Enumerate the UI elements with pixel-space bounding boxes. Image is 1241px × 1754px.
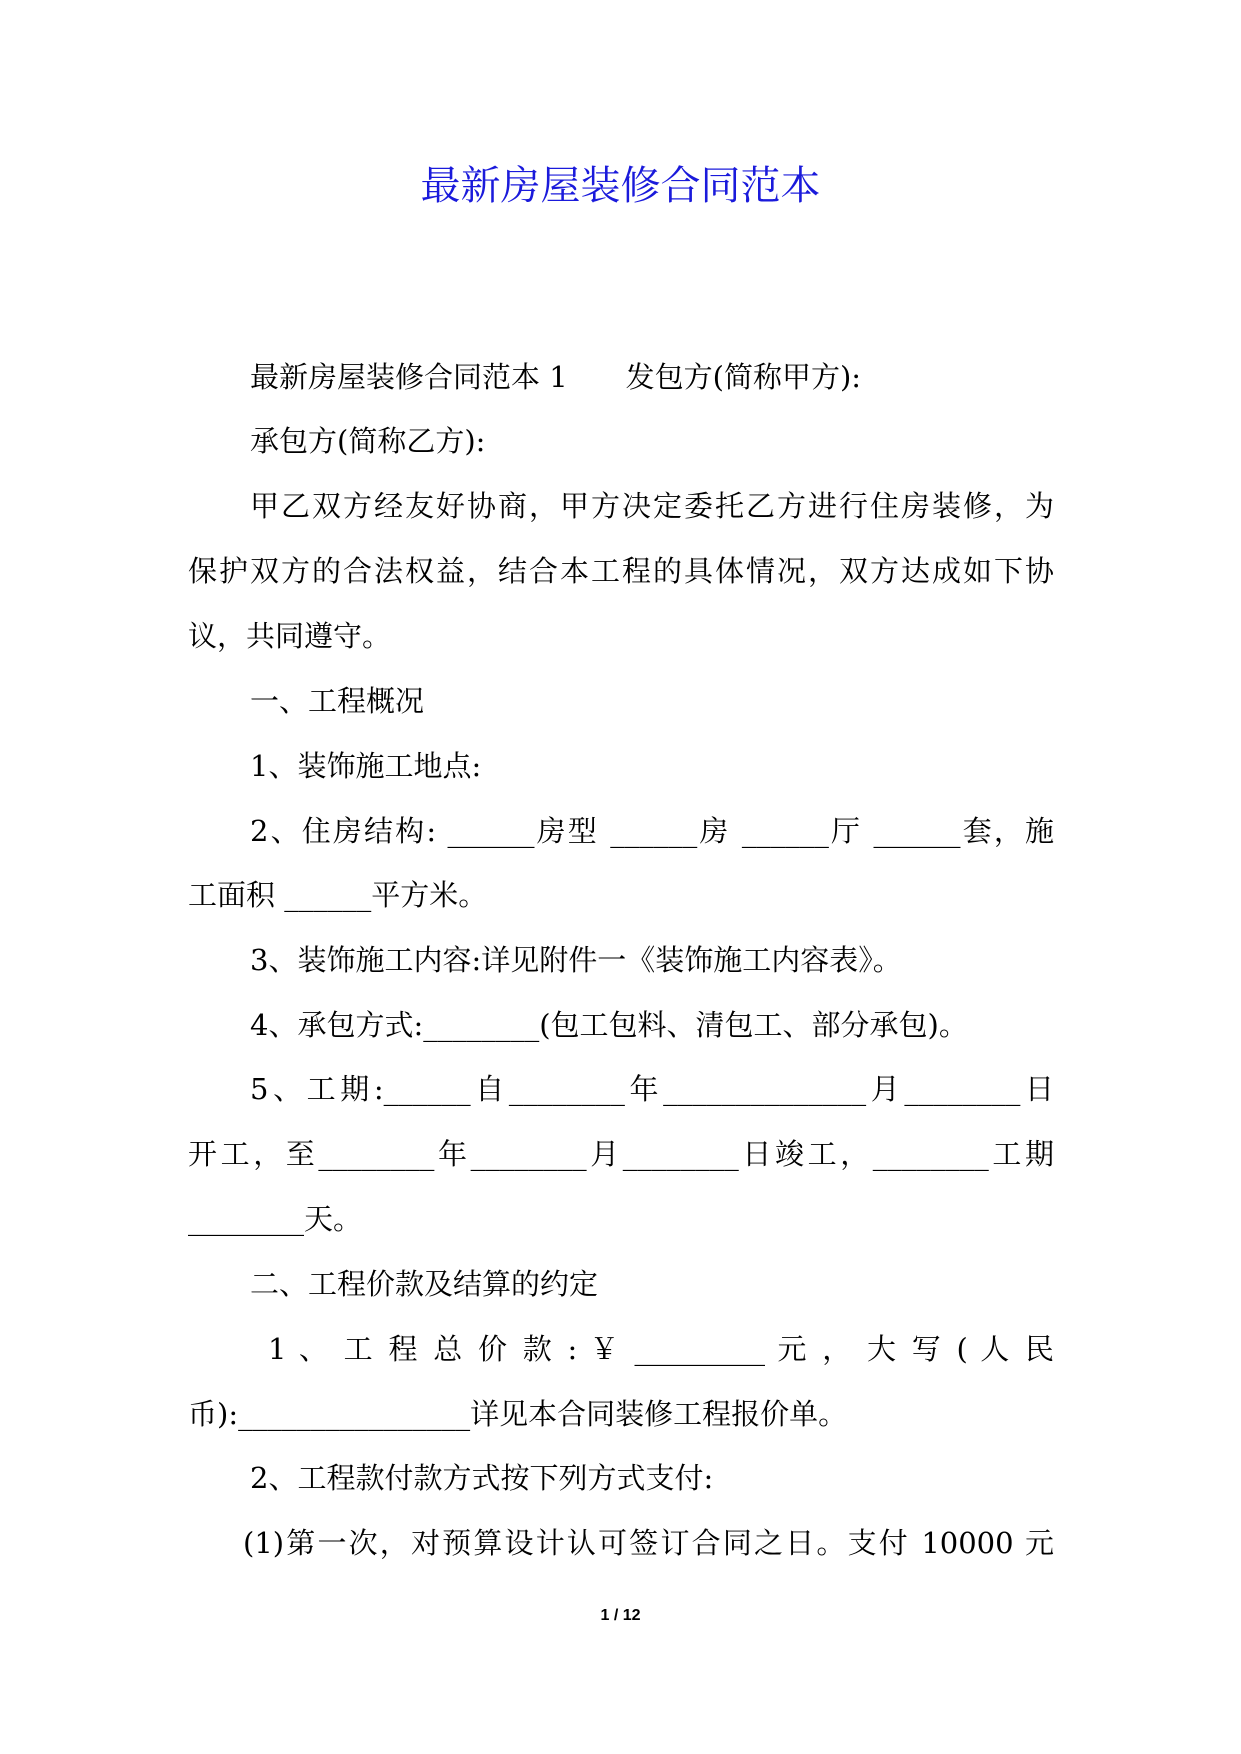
text-line: 币):________________详见本合同装修工程报价单。 — [188, 1397, 848, 1431]
text-line: 保护双方的合法权益，结合本工程的具体情况，双方达成如下协 — [188, 554, 1054, 588]
text-line: 工面积 ______平方米。 — [188, 878, 488, 912]
text-line: 3、装饰施工内容:详见附件一《装饰施工内容表》。 — [250, 943, 902, 977]
text-line: 2、住房结构: ______房型 ______房 ______厅 ______套，施 — [250, 814, 1054, 848]
text-line: 1、装饰施工地点: — [250, 749, 482, 783]
text-line: 议，共同遵守。 — [188, 619, 392, 653]
text-line: ________天。 — [188, 1202, 363, 1236]
text-line: 甲乙双方经友好协商，甲方决定委托乙方进行住房装修，为 — [250, 489, 1054, 523]
section-heading: 一、工程概况 — [250, 684, 425, 718]
text-line: 1 、 工 程 总 价 款 : ￥ _________ 元 ， 大 写 ( 人 民 — [268, 1332, 1054, 1366]
text-line: 4、承包方式:________(包工包料、清包工、部分承包)。 — [250, 1008, 968, 1042]
page-indicator: 1 / 12 — [600, 1607, 641, 1624]
text-line: 2、工程款付款方式按下列方式支付: — [250, 1461, 714, 1495]
document-title: 最新房屋装修合同范本 — [420, 163, 821, 209]
text-line: 开工，至________年________月________日竣工，________工期 — [188, 1137, 1054, 1171]
text-line: 承包方(简称乙方): — [250, 424, 486, 458]
text-line: (1)第一次，对预算设计认可签订合同之日。支付 10000 元 — [243, 1526, 1054, 1560]
section-heading: 二、工程价款及结算的约定 — [250, 1267, 599, 1301]
text-line: 5、工期:______自________年______________月________日 — [250, 1072, 1054, 1106]
text-line: 最新房屋装修合同范本 1 发包方(简称甲方): — [250, 360, 862, 394]
